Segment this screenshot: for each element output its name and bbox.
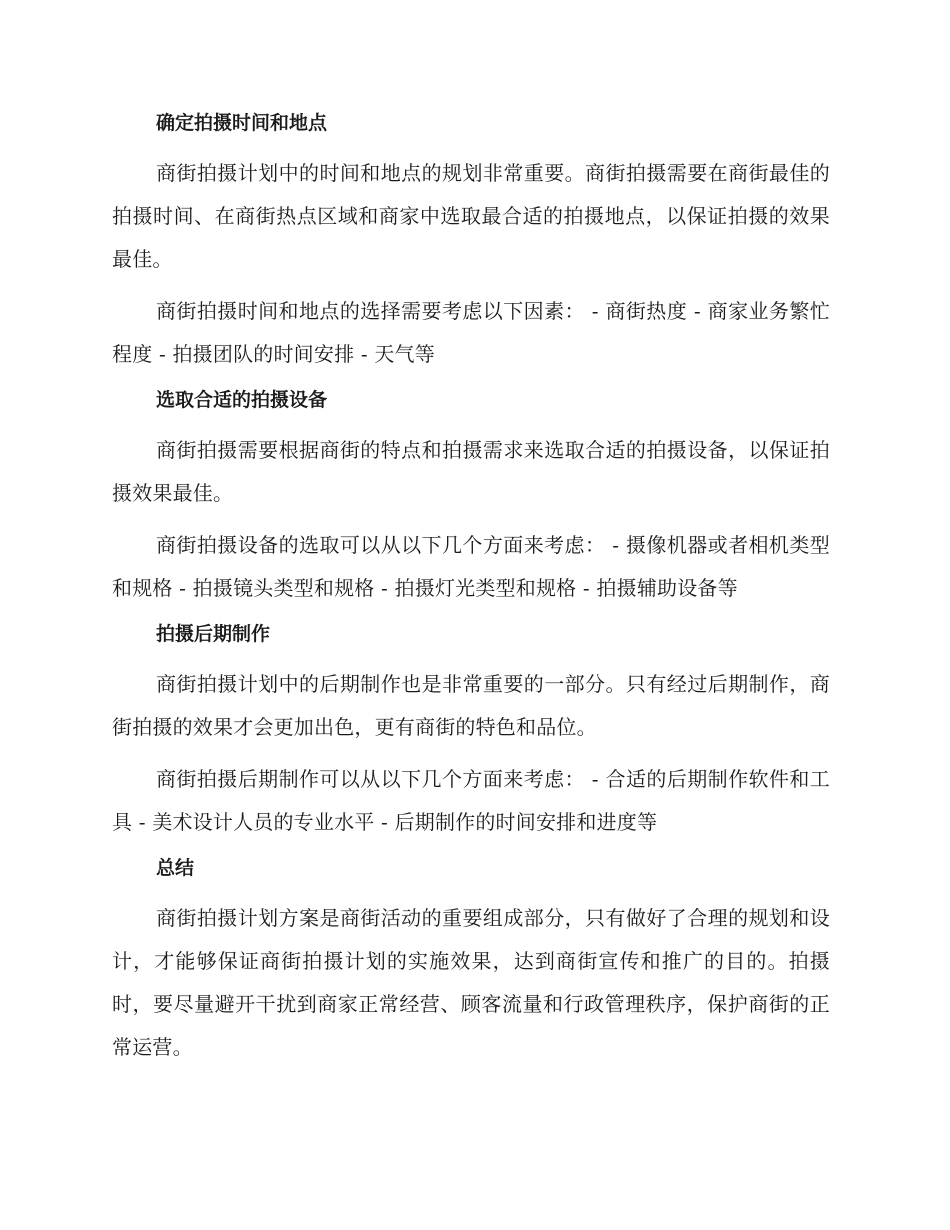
paragraph: 商街拍摄需要根据商街的特点和拍摄需求来选取合适的拍摄设备，以保证拍摄效果最佳。 xyxy=(112,438,830,505)
section-heading: 确定拍摄时间和地点 xyxy=(156,112,328,134)
section-time-location xyxy=(112,108,830,376)
document-page xyxy=(112,108,830,1078)
paragraph: 商街拍摄后期制作可以从以下几个方面来考虑： - 合适的后期制作软件和工具 - 美术设计人员的专业水平 - 后期制作的时间安排和进度等 xyxy=(112,767,830,834)
paragraph: 商街拍摄设备的选取可以从以下几个方面来考虑： - 摄像机器或者相机类型和规格 - 拍摄镜头类型和规格 - 拍摄灯光类型和规格 - 拍摄辅助设备等 xyxy=(112,533,830,600)
section-equipment xyxy=(112,385,830,610)
section-post-production xyxy=(112,619,830,844)
paragraph: 商街拍摄计划中的时间和地点的规划非常重要。商街拍摄需要在商街最佳的拍摄时间、在商街热点区域和商家中选取最合适的拍摄地点，以保证拍摄的效果最佳。 xyxy=(112,161,830,271)
section-summary xyxy=(112,853,830,1069)
section-heading: 选取合适的拍摄设备 xyxy=(156,389,328,411)
section-heading: 总结 xyxy=(156,857,195,879)
section-heading: 拍摄后期制作 xyxy=(156,623,271,645)
paragraph: 商街拍摄计划方案是商街活动的重要组成部分，只有做好了合理的规划和设计，才能够保证商街拍摄计划的实施效果，达到商街宣传和推广的目的。拍摄时，要尽量避开干扰到商家正常经营、顾客流量和行政管理秩序，保护商街的正常运营。 xyxy=(112,906,830,1059)
paragraph: 商街拍摄计划中的后期制作也是非常重要的一部分。只有经过后期制作，商街拍摄的效果才会更加出色，更有商街的特色和品位。 xyxy=(112,672,830,739)
paragraph: 商街拍摄时间和地点的选择需要考虑以下因素： - 商街热度 - 商家业务繁忙程度 - 拍摄团队的时间安排 - 天气等 xyxy=(112,299,830,366)
